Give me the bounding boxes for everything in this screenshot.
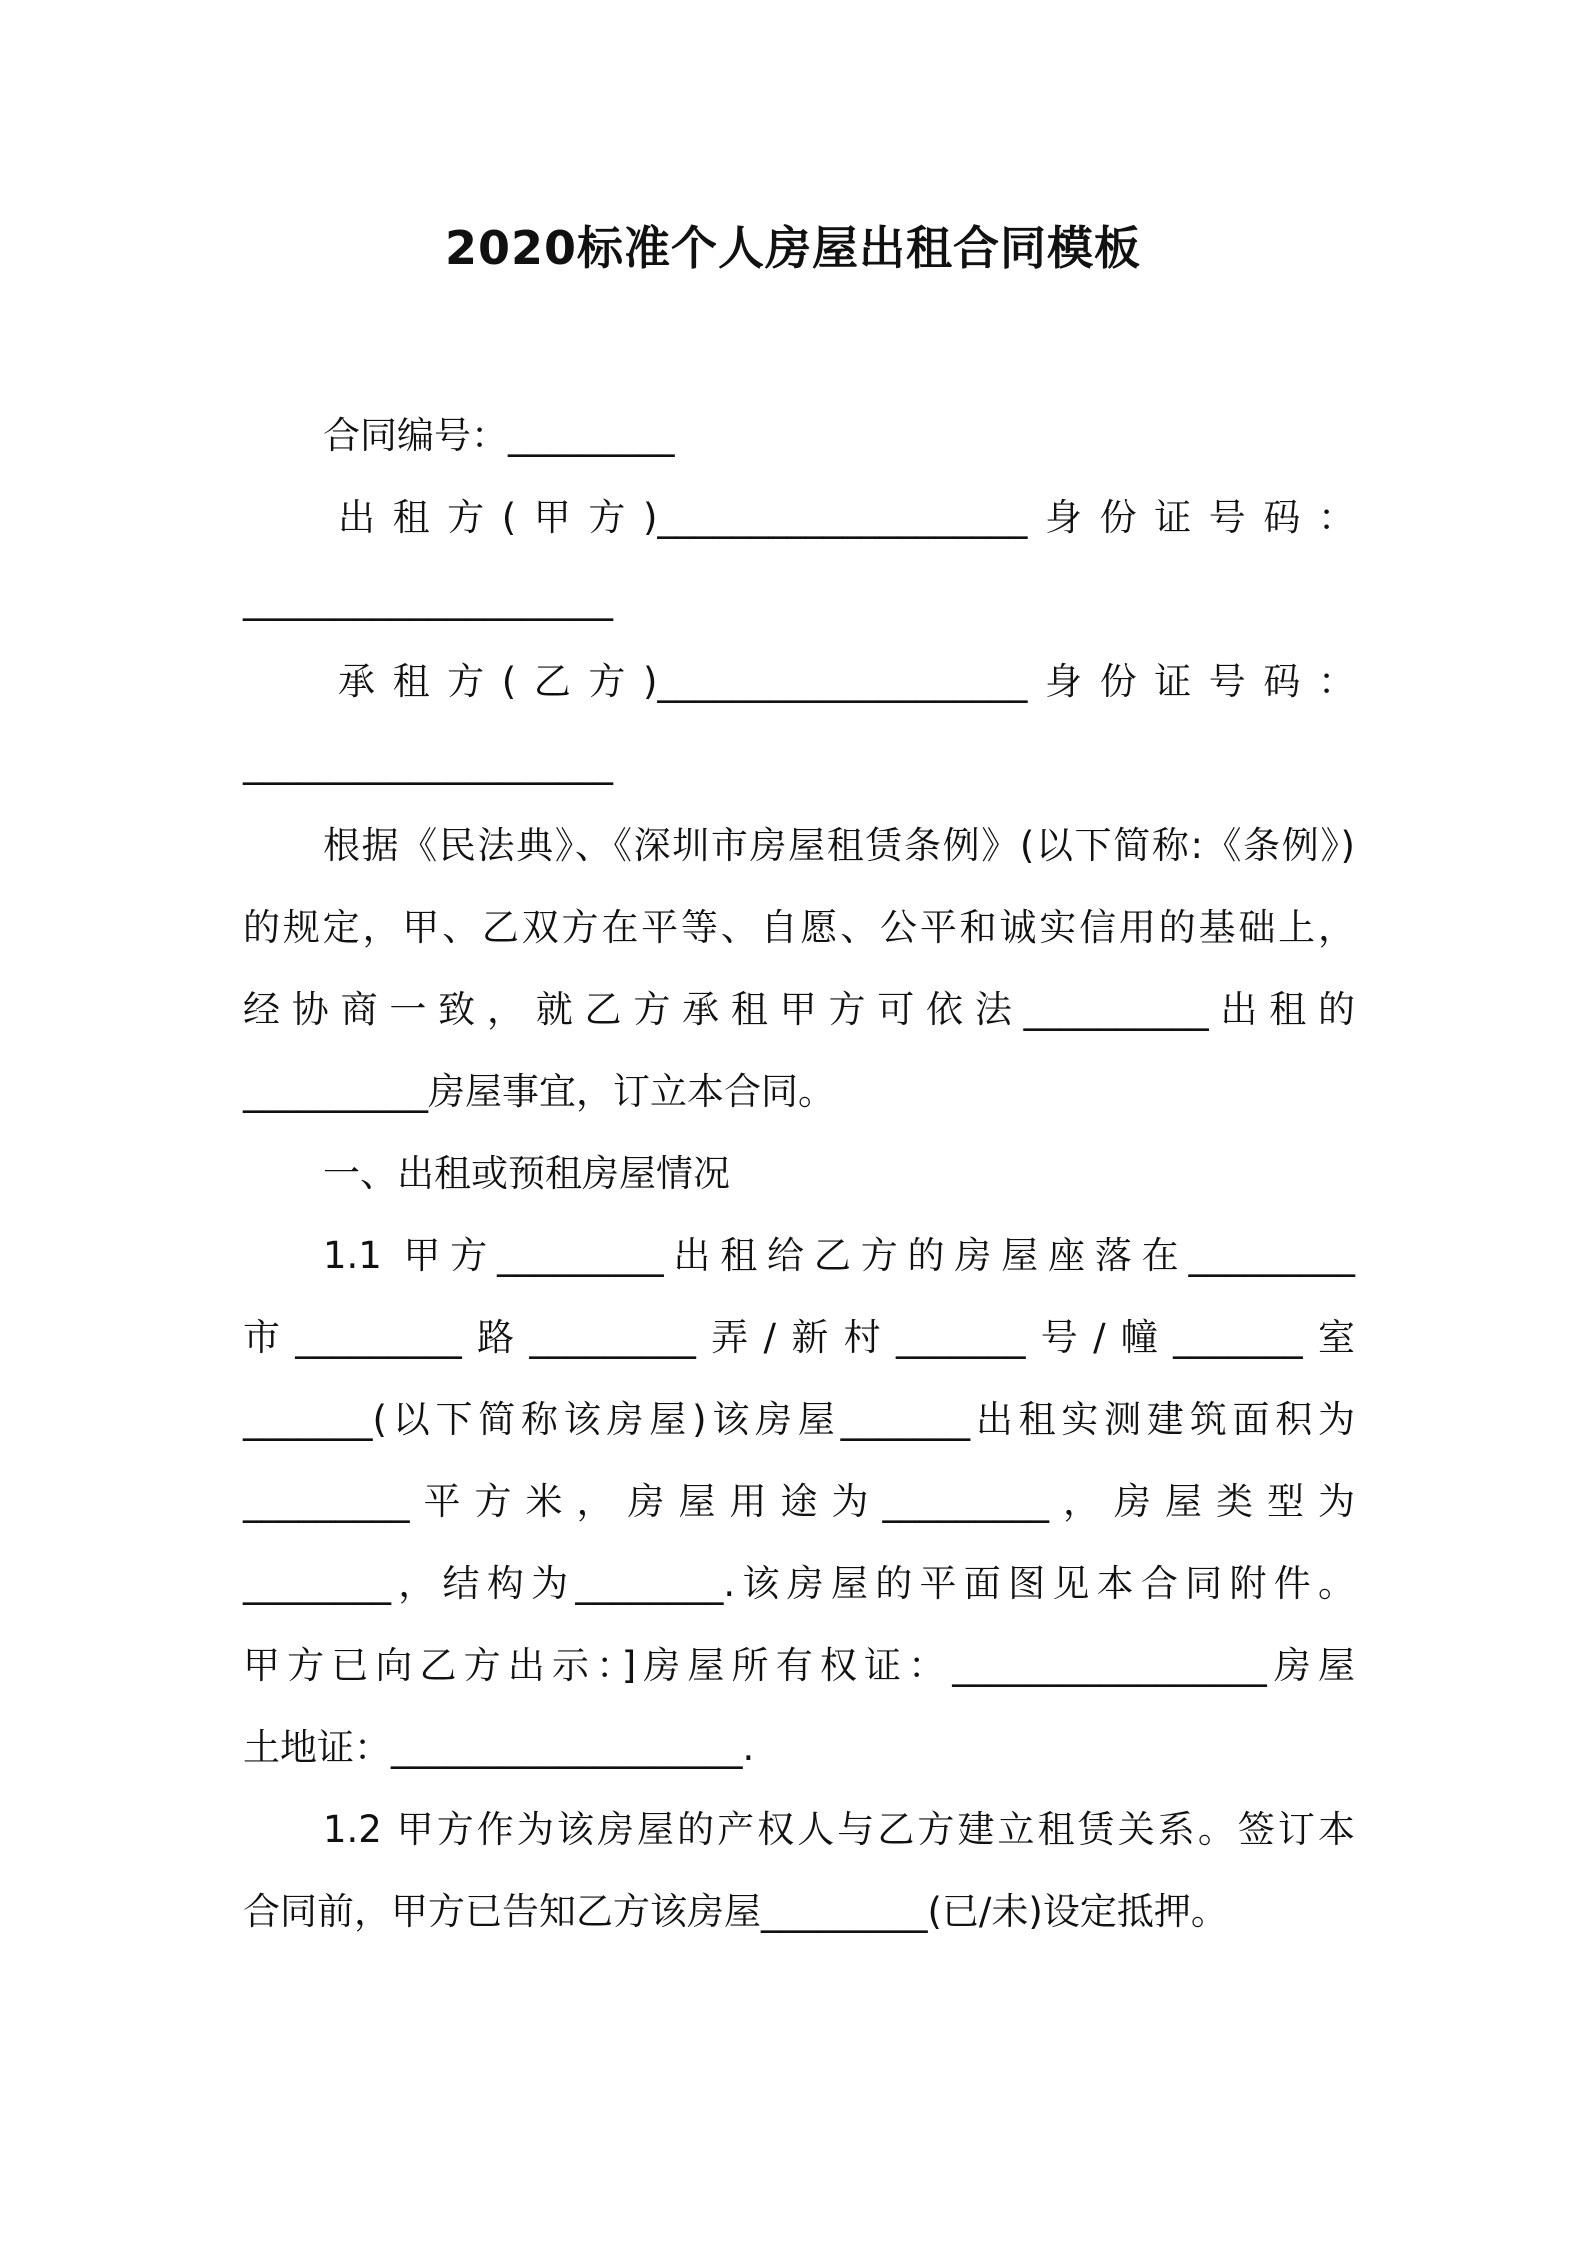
document-title: 2020标准个人房屋出租合同模板 — [444, 221, 1142, 275]
paragraph-line: 经协商一致，就乙方承租甲方可依法__________出租的 — [243, 988, 1355, 1031]
paragraph-line: __________房屋事宜，订立本合同。 — [243, 1070, 835, 1113]
paragraph-line: 土地证：___________________. — [243, 1726, 755, 1769]
paragraph-line: 合同前，甲方已告知乙方该房屋_________(已/未)设定抵押。 — [243, 1890, 1228, 1933]
lessee-line: 承租方(乙方)____________________身份证号码： — [338, 660, 1355, 703]
lessor-id-blank: ____________________ — [243, 578, 613, 621]
paragraph-line: 甲方已向乙方出示：]房屋所有权证：_________________房屋 — [243, 1644, 1355, 1687]
lessee-id-blank: ____________________ — [243, 742, 613, 785]
paragraph-line: ________，结构为________.该房屋的平面图见本合同附件。 — [243, 1562, 1355, 1605]
paragraph-line: 1.1 甲方_________出租给乙方的房屋座落在_________ — [323, 1234, 1355, 1277]
paragraph-line: _______(以下简称该房屋)该房屋_______出租实测建筑面积为 — [243, 1398, 1355, 1441]
paragraph-line: _________平方米，房屋用途为_________，房屋类型为 — [243, 1480, 1355, 1523]
paragraph-line: 市_________路_________弄/新村_______号/幢_______室 — [243, 1316, 1355, 1359]
paragraph-line: 1.2 甲方作为该房屋的产权人与乙方建立租赁关系。签订本 — [323, 1808, 1355, 1851]
paragraph-line: 根据《民法典》、《深圳市房屋租赁条例》(以下简称:《条例》) — [323, 824, 1355, 867]
contract-number-line: 合同编号：_________ — [323, 414, 675, 457]
section-heading: 一、出租或预租房屋情况 — [323, 1152, 730, 1195]
lessor-line: 出租方(甲方)____________________身份证号码： — [338, 496, 1355, 539]
document-body — [243, 395, 1355, 1953]
paragraph-line: 的规定，甲、乙双方在平等、自愿、公平和诚实信用的基础上， — [243, 906, 1355, 949]
